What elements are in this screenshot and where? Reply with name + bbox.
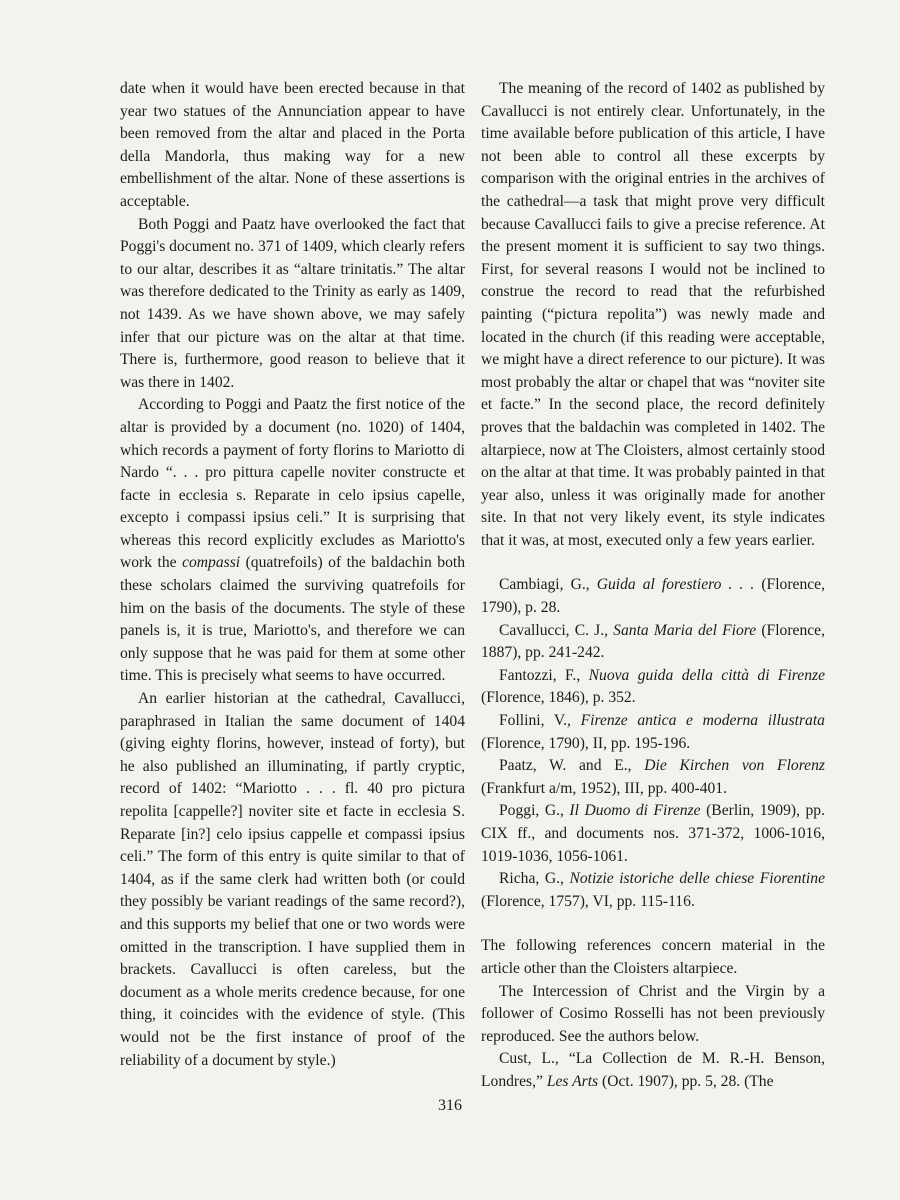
ref-details: (Berlin, 1909), pp. CIX ff., and documents nos. 371-372, 1006-1016, 1019-1036, 1056-1061. xyxy=(481,802,825,865)
ref-author: Cavallucci, C. J., xyxy=(499,621,614,639)
ref-details: (Florence, 1790), p. 28. xyxy=(481,576,825,617)
left-column xyxy=(120,78,465,1072)
reference-list xyxy=(481,574,825,913)
reference-entry xyxy=(481,574,825,619)
ref-author: Fantozzi, F., xyxy=(499,666,589,684)
italic-term: Les Arts xyxy=(546,1072,599,1090)
ref-title: Notizie istoriche delle chiese Fiorentine xyxy=(569,870,825,888)
ref-details: (Florence, 1790), II, pp. 195-196. xyxy=(481,734,691,752)
text-run: (Oct. 1907), pp. 5, 28. (The xyxy=(598,1072,774,1090)
ref-title: Die Kirchen von Florenz xyxy=(644,757,825,775)
ref-details: (Florence, 1846), p. 352. xyxy=(481,689,636,707)
reference-entry xyxy=(481,868,825,913)
left-paragraph-4: An earlier historian at the cathedral, Cavallucci, paraphrased in Italian the same document of 1404 (giving eighty florins, however, instead of forty), but he also published an illuminating, if partly cryptic, record of 1402: “Mariotto . . . fl. 40 pro pictura repolita [cappelle?] noviter site et facte in ecclesia S. Reparate [in?] celo ipsius cappelle et compassi ipsius celi.” The form of this entry is quite similar to that of 1404, as if the same clerk had written both (or could they possibly be variant readings of the same record?), and this supports my belief that one or two words were omitted in the transcription. I have supplied them in brackets. Cavallucci is often careless, but the document as a whole merits credence because, for one thing, it coincides with the evidence of style. (This would not be the first instance of proof of the reliability of a document by style.) xyxy=(120,690,465,1069)
reference-entry xyxy=(481,800,825,868)
ref-details: (Frankfurt a/m, 1952), III, pp. 400-401. xyxy=(481,779,727,797)
right-column xyxy=(481,78,825,1094)
page-number: 316 xyxy=(438,1097,462,1114)
left-paragraph-1: date when it would have been erected because in that year two statues of the Annunciation appear to have been removed from the altar and placed in the Porta della Mandorla, thus making way for a new embellishment of the altar. None of these assertions is acceptable. xyxy=(120,80,465,210)
ref-details: (Florence, 1757), VI, pp. 115-116. xyxy=(481,892,695,910)
right-paragraph-3: The Intercession of Christ and the Virgin by a follower of Cosimo Rosselli has not been previously reproduced. See the authors below. xyxy=(481,982,825,1045)
left-paragraph-3 xyxy=(120,394,465,688)
text-run: (quatrefoils) of the baldachin both these scholars claimed the surviving quatrefoils for him on the basis of the documents. The style of these panels is, it is true, Mariotto's, and therefore we can only suppose that he was paid for them at some other time. This is precisely what seems to have occurred. xyxy=(120,554,465,685)
right-paragraph-2: The following references concern material in the article other than the Cloisters altarpiece. xyxy=(481,937,825,977)
italic-term: compassi xyxy=(182,554,241,572)
reference-entry xyxy=(481,665,825,710)
ref-title: Nuova guida della città di Firenze xyxy=(588,666,825,684)
ref-author: Poggi, G., xyxy=(499,802,570,820)
reference-entry xyxy=(481,710,825,755)
right-paragraph-1: The meaning of the record of 1402 as published by Cavallucci is not entirely clear. Unfortunately, in the time available before publication of this article, I have not been able to control all these excerpts by comparison with the original entries in the archives of the cathedral—a task that might prove very difficult because Cavallucci fails to give a precise reference. At the present moment it is sufficient to say two things. First, for several reasons I would not be inclined to construe the record to read that the refurbished painting (“pictura repolita”) was newly made and located in the church (if this reading were acceptable, we might have a direct reference to our picture). It was most probably the altar or chapel that was “noviter site et facte.” In the second place, the record definitely proves that the baldachin was completed in 1402. The altarpiece, now at The Cloisters, almost certainly stood on the altar at that time. It was probably painted in that year also, unless it was originally made for another site. In that not very likely event, its style indicates that it was, at most, executed only a few years earlier. xyxy=(481,80,825,549)
ref-author: Richa, G., xyxy=(499,870,570,888)
ref-title: Guida al forestiero . . . xyxy=(596,576,755,594)
ref-title: Il Duomo di Firenze xyxy=(569,802,701,820)
reference-entry xyxy=(481,755,825,800)
ref-details: (Florence, 1887), pp. 241-242. xyxy=(481,621,826,662)
right-paragraph-4 xyxy=(481,1048,825,1093)
ref-title: Santa Maria del Fiore xyxy=(613,621,757,639)
text-run: Cust, L., “La Collection de M. R.-H. Benson, Londres,” xyxy=(481,1050,825,1090)
ref-author: Paatz, W. and E., xyxy=(499,757,645,775)
ref-title: Firenze antica e moderna illustrata xyxy=(580,712,825,730)
left-paragraph-2: Both Poggi and Paatz have overlooked the fact that Poggi's document no. 371 of 1409, which clearly refers to our altar, describes it as “altare trinitatis.” The altar was therefore dedicated to the Trinity as early as 1409, not 1439. As we have shown above, we may safely infer that our picture was on the altar at that time. There is, furthermore, good reason to believe that it was there in 1402. xyxy=(120,215,465,391)
ref-author: Follini, V., xyxy=(499,712,581,730)
text-run: According to Poggi and Paatz the first notice of the altar is provided by a document (no. 1020) of 1404, which records a payment of forty florins to Mariotto di Nardo “. . . pro pittura capelle noviter constructe et facte in ecclesia s. Reparate in celo ipsius capelle, excepto i compassi ipsius celi.” It is surprising that whereas this record explicitly excludes as Mariotto's work the xyxy=(120,396,465,572)
reference-entry xyxy=(481,620,825,665)
section-spacer xyxy=(481,913,825,935)
ref-author: Cambiagi, G., xyxy=(499,576,597,594)
